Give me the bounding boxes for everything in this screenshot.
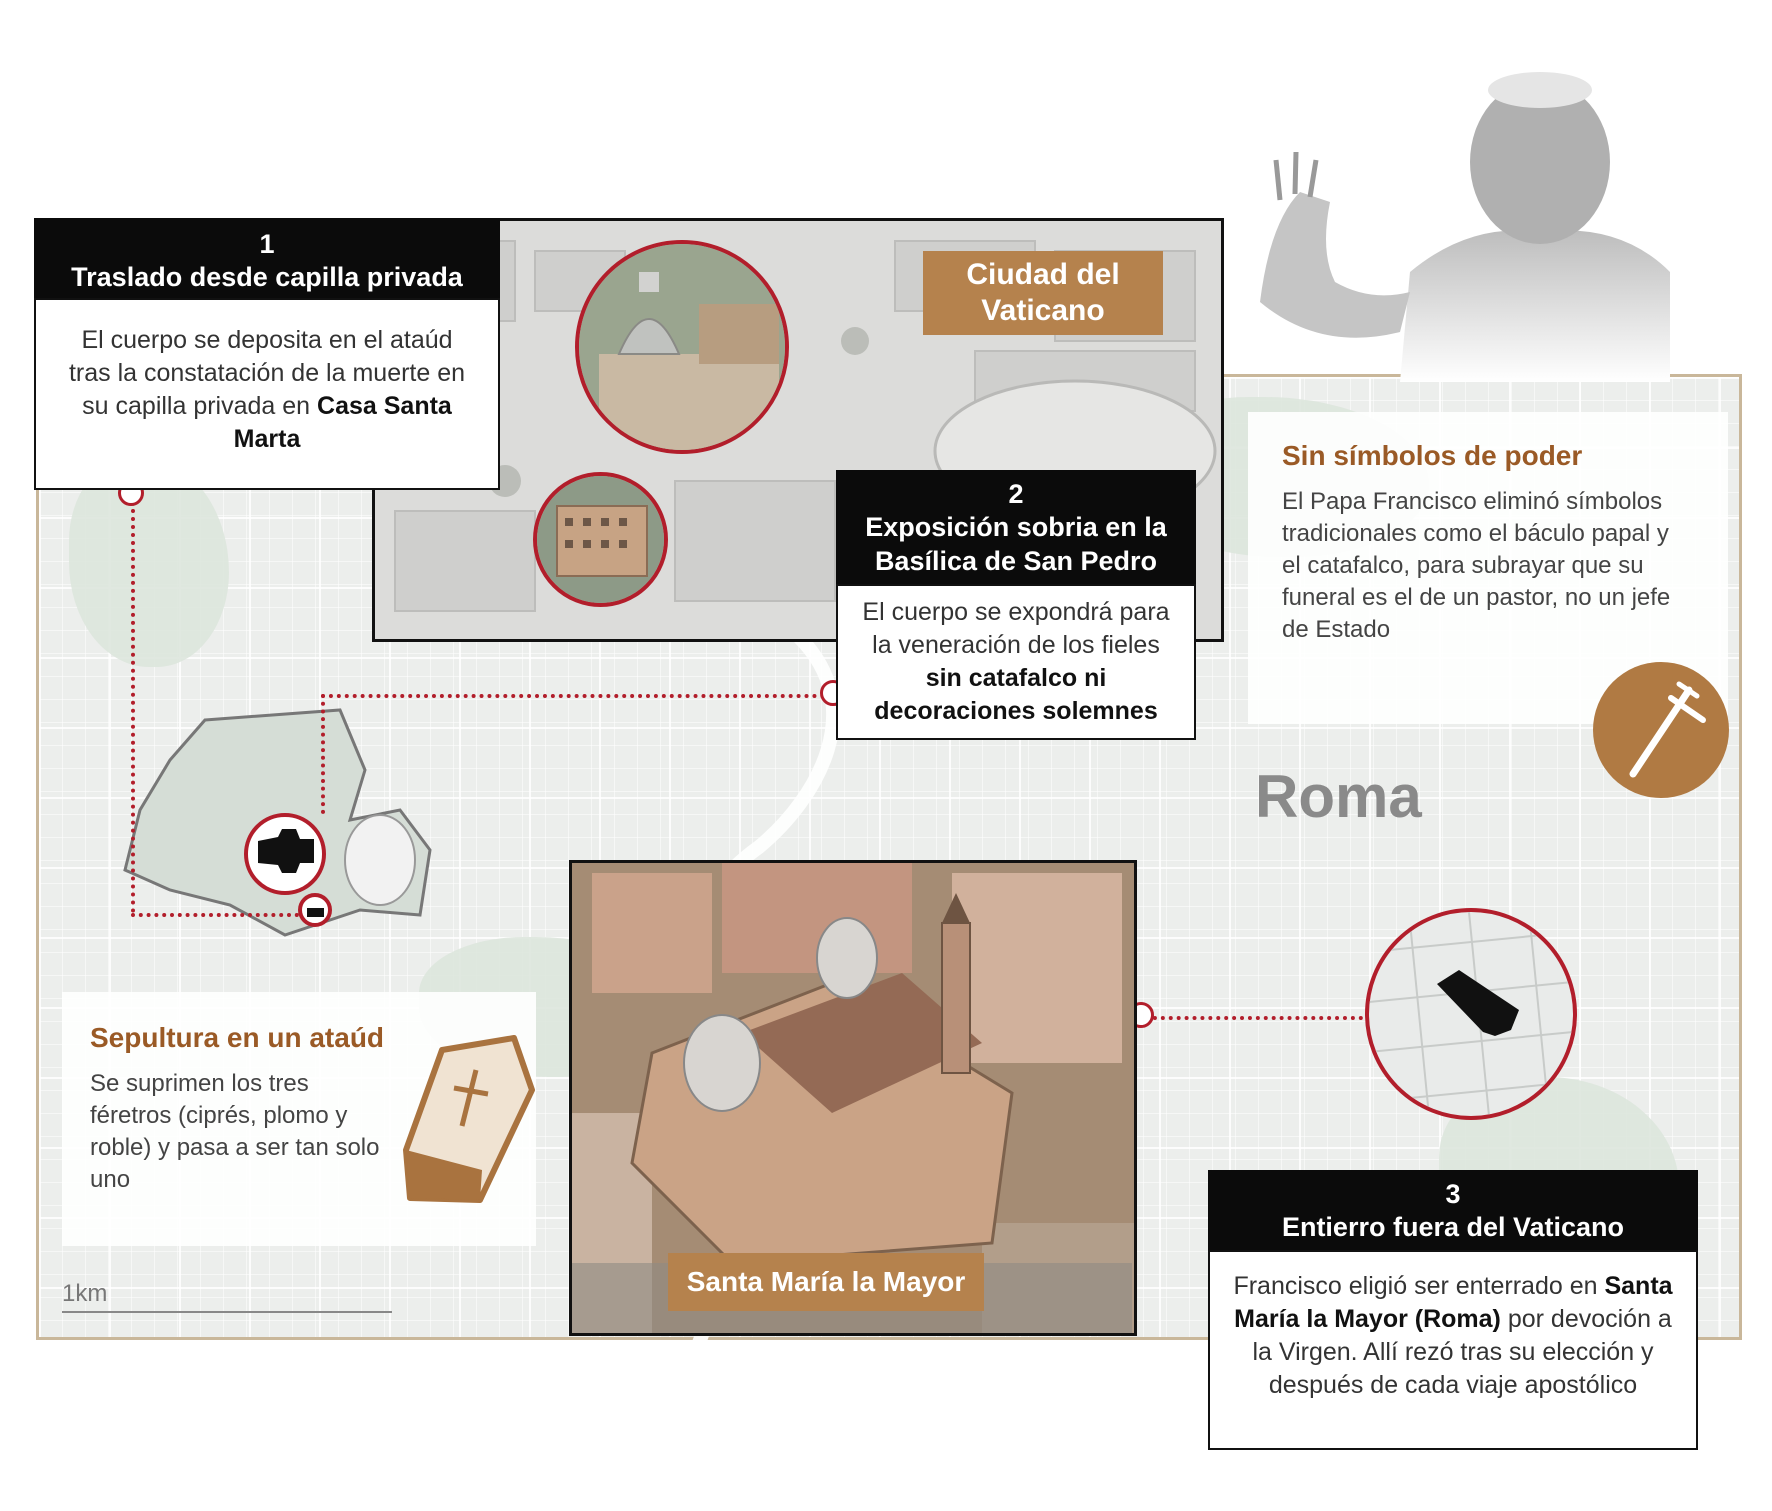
- step1-number: 1: [259, 229, 275, 259]
- step1-header: [34, 218, 500, 298]
- step2-header: [836, 470, 1196, 584]
- no-power-symbols-text: El Papa Francisco eliminó símbolos tradicionales como el báculo papal y el catafalco, para subrayar que su funeral es el de un pastor, no un jefe de Estado: [1282, 488, 1671, 643]
- connector-step2: [321, 694, 325, 814]
- santa-maria-location-shape: [1369, 912, 1573, 1116]
- step3-number: 3: [1445, 1179, 1461, 1209]
- basilica-marker: [244, 813, 326, 895]
- connector-step1: [131, 913, 299, 917]
- step3-body: [1208, 1250, 1698, 1450]
- step3-text-bold: Santa María la Mayor (Roma): [1234, 1272, 1673, 1333]
- coffin-burial-title: Sepultura en un ataúd: [90, 1022, 385, 1053]
- step3-text-end: por devoción a la Virgen. Allí rezó tras su elección y después de cada viaje apostólico: [1252, 1305, 1672, 1399]
- vatican-label: [923, 251, 1163, 335]
- coffin-burial-text: Se suprimen los tres féretros (ciprés, plomo y roble) y pasa a ser tan solo uno: [90, 1070, 380, 1193]
- casa-santa-marta-marker: [298, 893, 332, 927]
- step3-title: Entierro fuera del Vaticano: [1281, 1212, 1625, 1242]
- step2-number: 2: [1008, 479, 1024, 509]
- basilica-zoom-circle: [575, 240, 789, 454]
- step2-text-bold: sin catafalco ni decoraciones solemnes: [874, 664, 1158, 725]
- step1-title: Traslado desde capilla privada: [71, 262, 463, 292]
- connector-step1: [131, 493, 135, 913]
- step1-text: El cuerpo se deposita en el ataúd tras la constatación de la muerte en su capilla privada en: [68, 326, 466, 420]
- city-label: Roma: [1255, 763, 1422, 830]
- scale-bar: [62, 1311, 392, 1313]
- step2-text: El cuerpo se expondrá para la veneración de los fieles: [862, 598, 1170, 659]
- santa-maria-photo: [569, 860, 1137, 1336]
- santa-maria-label: [668, 1253, 984, 1311]
- vatican-label-text: Ciudad del Vaticano: [966, 258, 1120, 327]
- papal-staff-glyph: [1593, 662, 1729, 798]
- santa-marta-zoom-circle: [533, 472, 668, 607]
- pope-francis-portrait: [1240, 52, 1680, 382]
- step2-title: Exposición sobria en la Basílica de San Pedro: [865, 512, 1167, 576]
- no-power-symbols-title: Sin símbolos de poder: [1282, 440, 1583, 471]
- basilica-dome-illustration: [579, 244, 785, 450]
- step3-header: [1208, 1170, 1698, 1250]
- step1-text-bold: Casa Santa Marta: [233, 392, 452, 453]
- santa-maria-label-text: Santa María la Mayor: [686, 1266, 966, 1297]
- connector-step2: [321, 694, 825, 698]
- papal-staff-icon: [1593, 662, 1729, 798]
- santa-maria-marker: [1365, 908, 1577, 1120]
- scale-label: 1km: [62, 1280, 108, 1307]
- coffin-icon: [402, 1030, 538, 1220]
- connector-step3: [1145, 1016, 1371, 1020]
- step2-body: [836, 584, 1196, 740]
- step1-body: [34, 298, 500, 490]
- basilica-shape-icon: [248, 817, 322, 891]
- step3-text: Francisco eligió ser enterrado en: [1233, 1272, 1605, 1300]
- santa-marta-building-illustration: [537, 476, 664, 603]
